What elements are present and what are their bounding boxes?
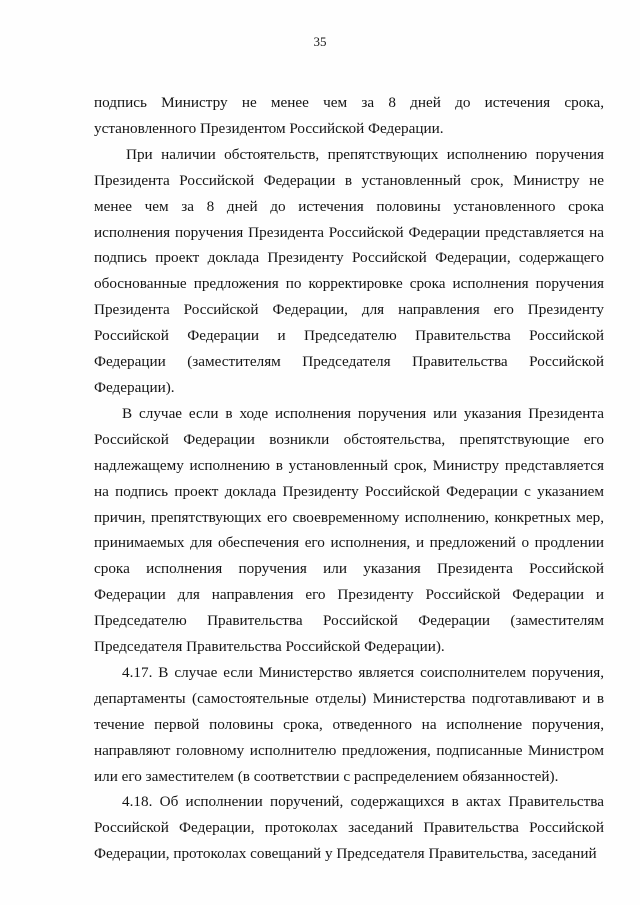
paragraph-continuation: подпись Министру не менее чем за 8 дней до истечения срока, установленного Президентом Российской Федерации. (94, 94, 604, 137)
document-body (94, 90, 604, 867)
paragraph-circumstances-deadline: При наличии обстоятельств, препятствующих исполнению поручения Президента Российской Федерации в установленный срок, Министру не менее чем за 8 дней до истечения половины установленного срока исполнения поручения Президента Российской Федерации представляется на подпись проект доклада Президенту Российской Федерации, содержащего обоснованные предложения по корректировке срока исполнения поручения Президента Российской Федерации, для направления его Президенту Российской Федерации и Председателю Правительства Российской Федерации (заместителям Председателя Правительства Российской Федерации). (94, 145, 604, 396)
paragraph-circumstances-during-execution: В случае если в ходе исполнения поручения или указания Президента Российской Федерации возникли обстоятельства, препятствующие его надлежащему исполнению в установленный срок, Министру представляется на подпись проект доклада Президенту Российской Федерации с указанием причин, препятствующих его своевременному исполнению, конкретных мер, принимаемых для обеспечения его исполнения, и предложений о продлении срока исполнения поручения или указания Президента Российской Федерации для направления его Президенту Российской Федерации и Председателю Правительства Российской Федерации (заместителям Председателя Правительства Российской Федерации). (94, 404, 604, 656)
paragraph-item-4-17: 4.17. В случае если Министерство является соисполнителем поручения, департаменты (самостоятельные отделы) Министерства подготавливают и в течение первой половины срока, отведенного на исполнение поручения, направляют головному исполнителю предложения, подписанные Министром или его заместителем (в соответствии с распределением обязанностей). (94, 663, 604, 785)
paragraph-item-4-18: 4.18. Об исполнении поручений, содержащихся в актах Правительства Российской Федерации, протоколах заседаний Правительства Российской Федерации, протоколах совещаний у Председателя Правительства, заседаний (94, 793, 604, 863)
page-number: 35 (313, 34, 327, 49)
